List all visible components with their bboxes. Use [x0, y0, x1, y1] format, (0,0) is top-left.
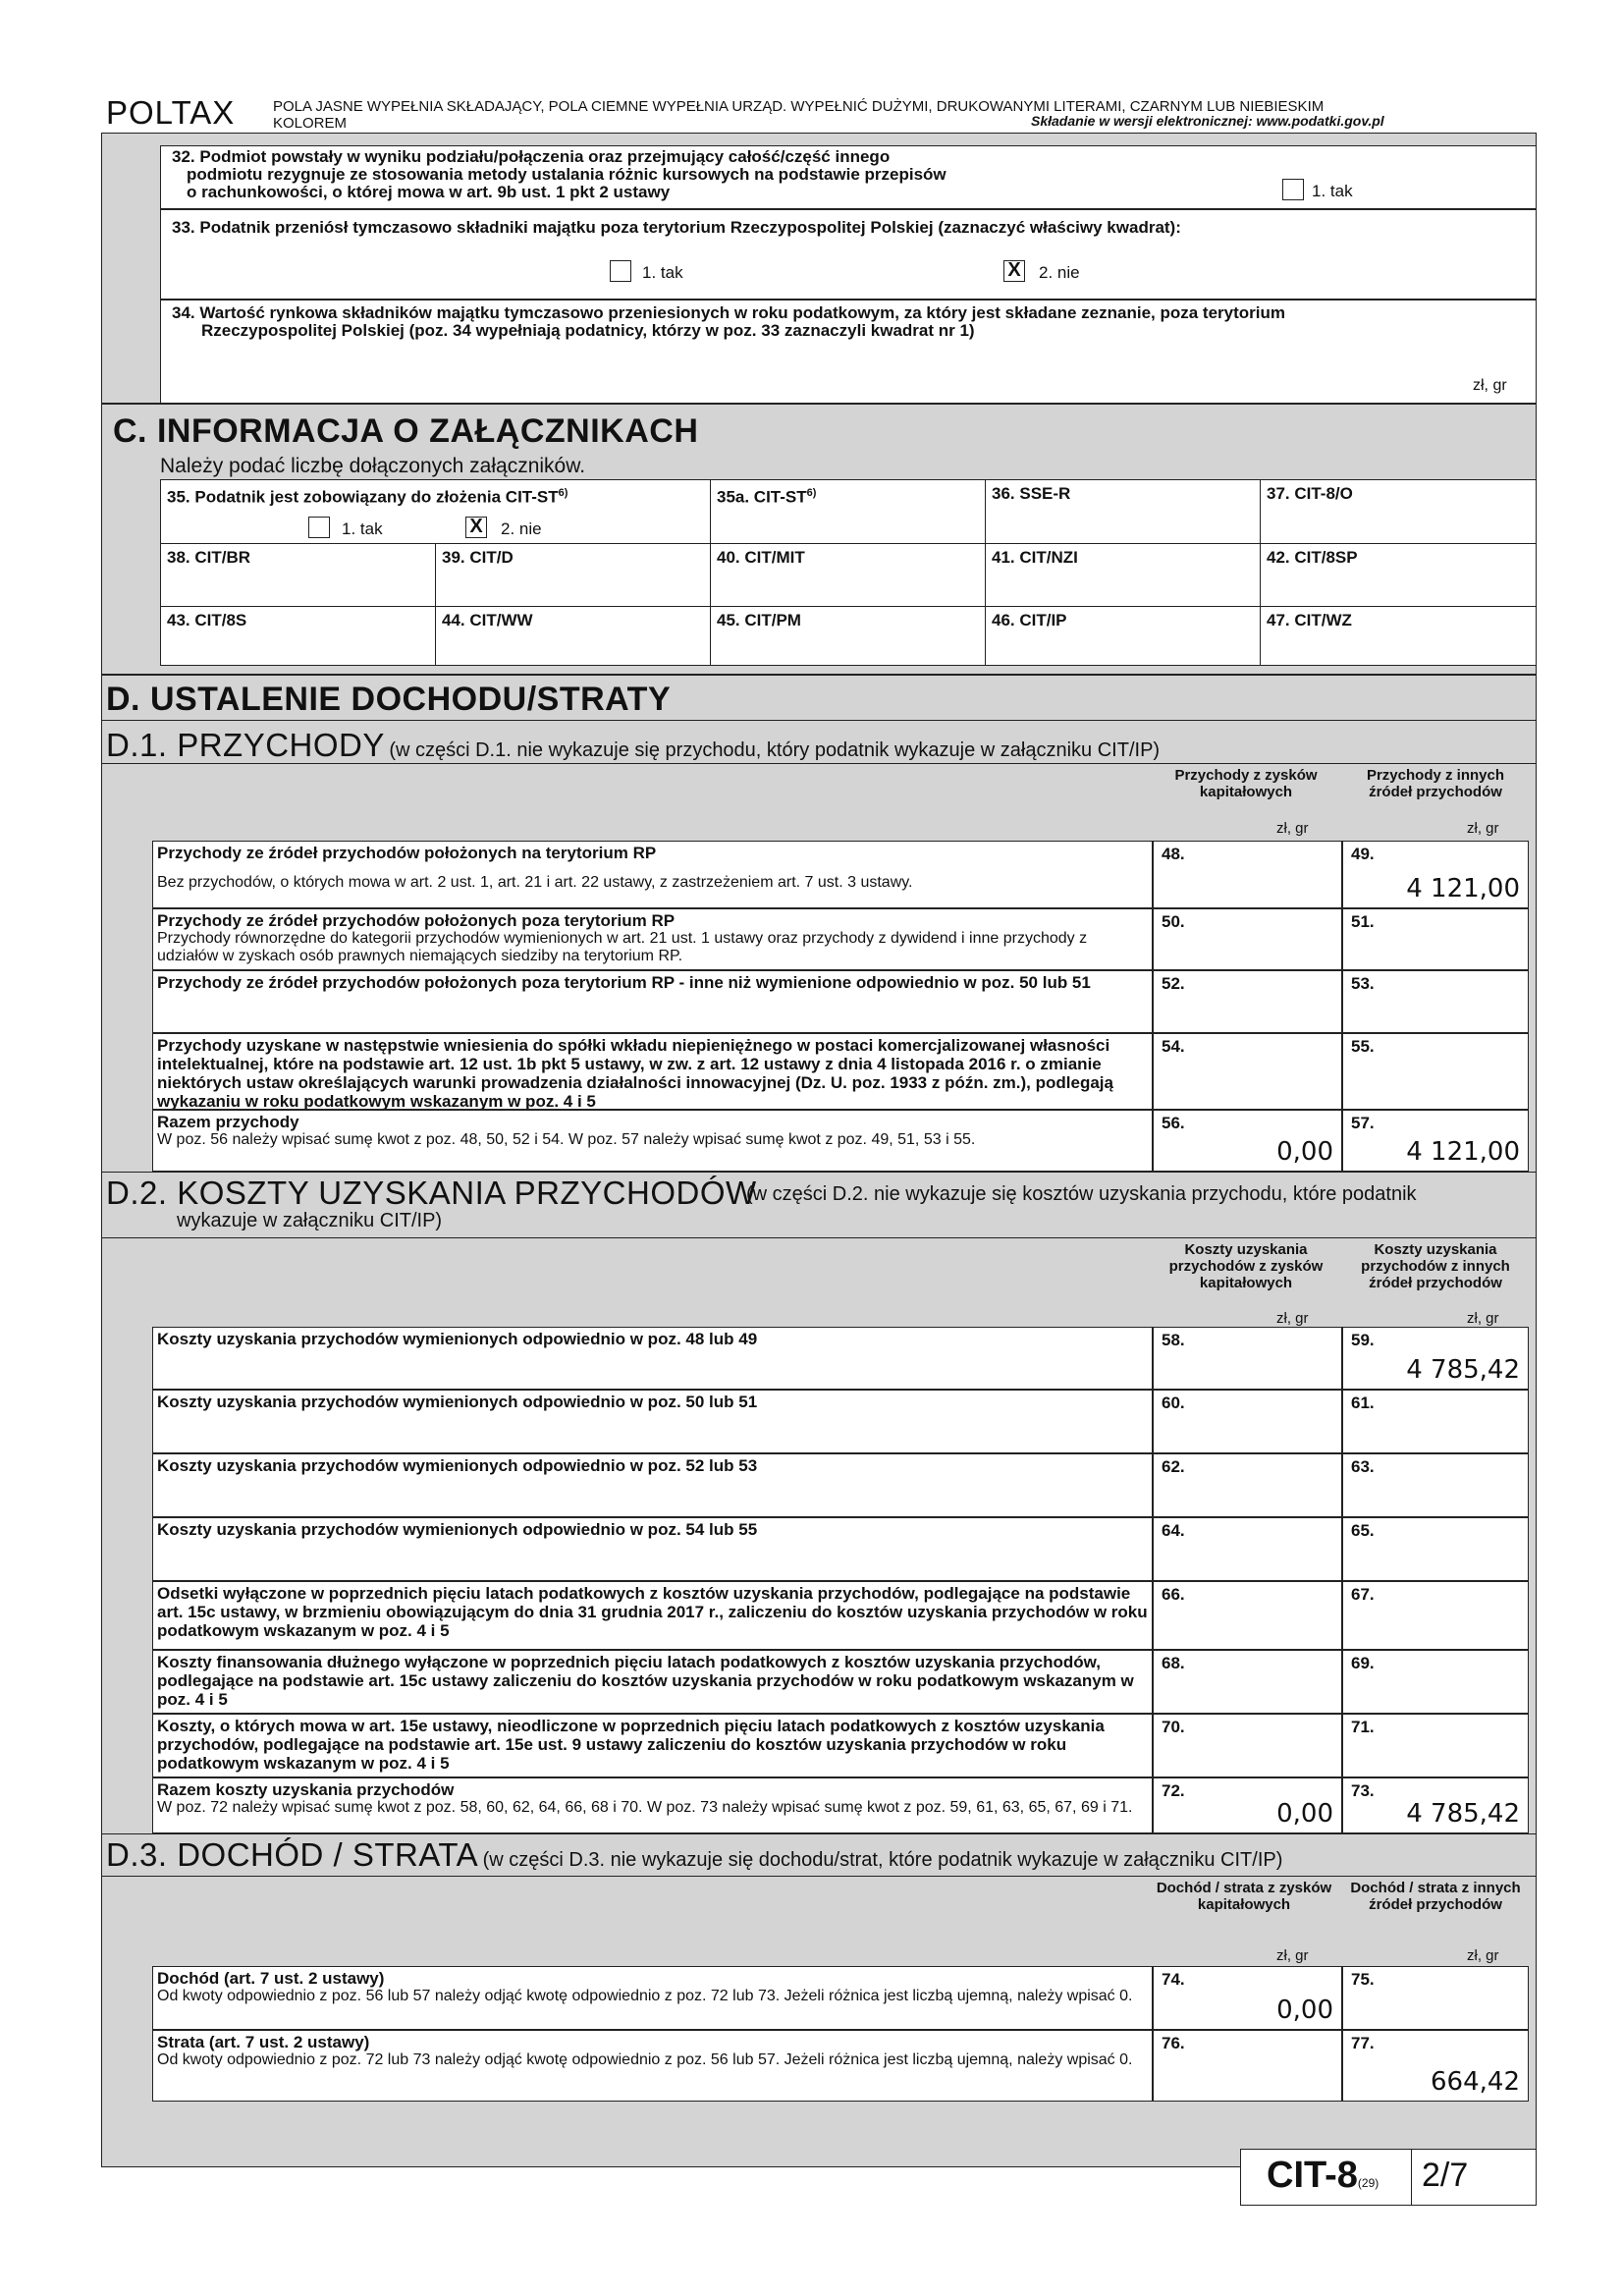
field-value: 0,00	[1276, 1799, 1333, 1829]
row-title: Przychody ze źródeł przychodów położonych poza terytorium RP	[157, 911, 676, 930]
field-75-input[interactable]	[1342, 1966, 1529, 2030]
d3-col2-header: Dochód / strata z innych źródeł przychodów	[1350, 1880, 1521, 1913]
header-instruction-2: KOLOREM	[273, 115, 348, 132]
field-59-input[interactable]	[1342, 1327, 1529, 1390]
row-title: Przychody ze źródeł przychodów położonych poza terytorium RP - inne niż wymienione odpowiednio w poz. 50 lub 51	[157, 973, 1091, 992]
d3-col2-unit: zł, gr	[1467, 1947, 1499, 1964]
form-code: CIT-8(29)	[1267, 2155, 1380, 2196]
field-number: 77.	[1351, 2034, 1375, 2052]
field-61-input[interactable]	[1342, 1390, 1529, 1453]
row-title: Koszty finansowania dłużnego wyłączone w poprzednich pięciu latach podatkowych z kosztów uzyskania przychodów, podlegające na podstawie art. 15c ustawy zaliczeniu do kosztów uzyskania przychodów w roku podatkowym wskazanym w poz. 4 i 5	[157, 1653, 1134, 1709]
row-label-cell	[152, 1650, 1153, 1714]
field-34-unit: zł, gr	[1473, 377, 1507, 394]
row-title: Koszty uzyskania przychodów wymienionych odpowiednio w poz. 48 lub 49	[157, 1330, 758, 1348]
d1-heading: D.1. PRZYCHODY (w części D.1. nie wykazuje się przychodu, który podatnik wykazuje w załączniku CIT/IP)	[106, 727, 1161, 763]
field-32-label: 32. Podmiot powstały w wyniku podziału/połączenia oraz przejmujący całość/część innego	[172, 147, 891, 166]
electronic-filing-note: Składanie w wersji elektronicznej: www.podatki.gov.pl	[1031, 113, 1384, 129]
row-title: Dochód (art. 7 ust. 2 ustawy)	[157, 1969, 385, 1988]
row-title: Strata (art. 7 ust. 2 ustawy)	[157, 2033, 370, 2051]
row-title: Koszty uzyskania przychodów wymienionych odpowiednio w poz. 52 lub 53	[157, 1456, 758, 1475]
field-35-label: 35. Podatnik jest zobowiązany do złożenia CIT-ST$^{6)}$	[167, 487, 568, 507]
field-55-input[interactable]	[1342, 1033, 1529, 1110]
field-54-input[interactable]	[1153, 1033, 1342, 1110]
row-instruction: Od kwoty odpowiednio z poz. 56 lub 57 należy odjąć kwotę odpowiednio z poz. 72 lub 73. Jeżeli różnica jest liczbą ujemną, należy wpisać 0.	[157, 1988, 1133, 2004]
field-45-label[interactable]: 45. CIT/PM	[717, 611, 801, 629]
field-33-checkbox-nie[interactable]: X	[1003, 260, 1025, 282]
field-66-input[interactable]	[1153, 1581, 1342, 1650]
field-76-input[interactable]	[1153, 2030, 1342, 2102]
field-32-label: o rachunkowości, o której mowa w art. 9b ust. 1 pkt 2 ustawy	[187, 183, 671, 201]
row-instruction: W poz. 56 należy wpisać sumę kwot z poz. 48, 50, 52 i 54. W poz. 57 należy wpisać sumę kwot z poz. 49, 51, 53 i 55.	[157, 1131, 976, 1148]
row-title: Koszty uzyskania przychodów wymienionych odpowiednio w poz. 54 lub 55	[157, 1520, 758, 1539]
row-label-cell	[152, 841, 1153, 908]
field-50-input[interactable]	[1153, 908, 1342, 970]
d1-col2-unit: zł, gr	[1467, 820, 1499, 837]
row-title: Odsetki wyłączone w poprzednich pięciu latach podatkowych z kosztów uzyskania przychodów, podlegające na podstawie art. 15c ustawy, w brzmieniu obowiązującym do dnia 31 grudnia 2017 r., zaliczeniu do kosztów uzyskania przychodów w roku podatkowym wskazanym w poz. 4 i 5	[157, 1584, 1148, 1640]
section-d-title: D. USTALENIE DOCHODU/STRATY	[106, 681, 672, 718]
field-number: 52.	[1162, 974, 1185, 993]
field-33-option-label: 2. nie	[1039, 263, 1080, 282]
field-57-input[interactable]	[1342, 1110, 1529, 1172]
row-title: Przychody uzyskane w następstwie wniesienia do spółki wkładu niepieniężnego w postaci komercjalizowanej własności intelektualnej, które na podstawie art. 12 ust. 1b pkt 5 ustawy, w zw. z art. 12 ustawy z dnia 4 listopada 2016 r. o zmianie niektórych ustaw określających warunki prowadzenia działalności innowacyjnej (Dz. U. poz. 1933 z późn. zm.), podlegają wykazaniu w roku podatkowym wskazanym w poz. 4 i 5	[157, 1036, 1113, 1110]
field-33-label: 33. Podatnik przeniósł tymczasowo składniki majątku poza terytorium Rzeczypospolitej Polskiej (zaznaczyć właściwy kwadrat):	[172, 218, 1181, 237]
row-label-cell	[152, 1033, 1153, 1110]
field-77-input[interactable]	[1342, 2030, 1529, 2102]
field-number: 70.	[1162, 1718, 1185, 1736]
field-number: 64.	[1162, 1521, 1185, 1540]
field-number: 51.	[1351, 912, 1375, 931]
field-49-input[interactable]	[1342, 841, 1529, 908]
row-title: Razem przychody	[157, 1113, 299, 1131]
field-35-option-label: 1. tak	[342, 519, 383, 538]
field-number: 50.	[1162, 912, 1185, 931]
section-c-subtitle: Należy podać liczbę dołączonych załączników.	[160, 455, 586, 477]
field-62-input[interactable]	[1153, 1453, 1342, 1517]
field-number: 53.	[1351, 974, 1375, 993]
page-number: 2/7	[1422, 2157, 1469, 2194]
field-number: 72.	[1162, 1781, 1185, 1800]
field-36-label[interactable]: 36. SSE-R	[992, 484, 1071, 503]
field-number: 76.	[1162, 2034, 1185, 2052]
row-label-cell	[152, 1581, 1153, 1650]
field-number: 74.	[1162, 1970, 1185, 1989]
field-68-input[interactable]	[1153, 1650, 1342, 1714]
field-69-input[interactable]	[1342, 1650, 1529, 1714]
field-number: 73.	[1351, 1781, 1375, 1800]
field-number: 75.	[1351, 1970, 1375, 1989]
field-64-input[interactable]	[1153, 1517, 1342, 1581]
d3-col1-header: Dochód / strata z zysków kapitałowych	[1156, 1880, 1332, 1913]
field-70-input[interactable]	[1153, 1714, 1342, 1777]
field-48-input[interactable]	[1153, 841, 1342, 908]
field-number: 60.	[1162, 1394, 1185, 1412]
field-number: 68.	[1162, 1654, 1185, 1672]
row-label-cell	[152, 1327, 1153, 1390]
row-label-cell	[152, 1517, 1153, 1581]
field-number: 54.	[1162, 1037, 1185, 1056]
field-32-label: podmiotu rezygnuje ze stosowania metody ustalania różnic kursowych na podstawie przepisów	[187, 165, 947, 184]
row-label-cell	[152, 1453, 1153, 1517]
field-number: 66.	[1162, 1585, 1185, 1604]
field-number: 61.	[1351, 1394, 1375, 1412]
field-number: 58.	[1162, 1331, 1185, 1349]
field-value: 4 121,00	[1406, 1137, 1520, 1167]
field-52-input[interactable]	[1153, 970, 1342, 1033]
field-60-input[interactable]	[1153, 1390, 1342, 1453]
d2-col1-unit: zł, gr	[1276, 1310, 1309, 1327]
d1-col2-header: Przychody z innych źródeł przychodów	[1366, 767, 1505, 800]
field-53-input[interactable]	[1342, 970, 1529, 1033]
field-67-input[interactable]	[1342, 1581, 1529, 1650]
field-72-input[interactable]	[1153, 1777, 1342, 1833]
field-73-input[interactable]	[1342, 1777, 1529, 1833]
field-number: 56.	[1162, 1114, 1185, 1132]
field-56-input[interactable]	[1153, 1110, 1342, 1172]
d2-note: (w części D.2. nie wykazuje się kosztów uzyskania przychodu, które podatnik	[746, 1183, 1417, 1205]
field-number: 62.	[1162, 1457, 1185, 1476]
field-33-checkbox-tak[interactable]	[610, 260, 631, 282]
field-value: 4 121,00	[1406, 874, 1520, 903]
field-43-label[interactable]: 43. CIT/8S	[167, 611, 247, 629]
d2-note: wykazuje w załączniku CIT/IP)	[177, 1210, 443, 1231]
field-number: 69.	[1351, 1654, 1375, 1672]
field-number: 67.	[1351, 1585, 1375, 1604]
row-label-cell	[152, 970, 1153, 1033]
row-title: Razem koszty uzyskania przychodów	[157, 1780, 455, 1799]
row-label-cell	[152, 908, 1153, 970]
field-63-input[interactable]	[1342, 1453, 1529, 1517]
field-number: 59.	[1351, 1331, 1375, 1349]
field-value: 0,00	[1276, 1137, 1333, 1167]
field-number: 71.	[1351, 1718, 1375, 1736]
field-number: 65.	[1351, 1521, 1375, 1540]
d2-title: D.2. KOSZTY UZYSKANIA PRZYCHODÓW	[106, 1175, 757, 1211]
field-number: 55.	[1351, 1037, 1375, 1056]
field-58-input[interactable]	[1153, 1327, 1342, 1390]
field-32-option-label: 1. tak	[1312, 182, 1353, 200]
row-instruction: W poz. 72 należy wpisać sumę kwot z poz. 58, 60, 62, 64, 66, 68 i 70. W poz. 73 należy wpisać sumę kwot z poz. 59, 61, 63, 65, 67, 69 i 71.	[157, 1799, 1133, 1816]
attachments-grid	[160, 479, 1537, 666]
field-value: 4 785,42	[1406, 1799, 1520, 1829]
field-value: 4 785,42	[1406, 1355, 1520, 1385]
field-51-input[interactable]	[1342, 908, 1529, 970]
row-instruction: Bez przychodów, o których mowa w art. 2 ust. 1, art. 21 i art. 22 ustawy, z zastrzeżeniem art. 7 ust. 3 ustawy.	[157, 874, 913, 891]
field-74-input[interactable]	[1153, 1966, 1342, 2030]
field-number: 49.	[1351, 845, 1375, 863]
field-42-label[interactable]: 42. CIT/8SP	[1267, 548, 1358, 567]
d2-col2-header: Koszty uzyskania przychodów z innych źródeł przychodów	[1361, 1241, 1510, 1291]
header-instruction: POLA JASNE WYPEŁNIA SKŁADAJĄCY, POLA CIEMNE WYPEŁNIA URZĄD. WYPEŁNIĆ DUŻYMI, DRUKOWANYMI LITERAMI, CZARNYM LUB NIEBIESKIM	[273, 98, 1325, 115]
d3-col1-unit: zł, gr	[1276, 1947, 1309, 1964]
field-value: 664,42	[1431, 2067, 1520, 2097]
d2-col1-header: Koszty uzyskania przychodów z zysków kapitałowych	[1168, 1241, 1324, 1291]
field-34-label: Rzeczypospolitej Polskiej (poz. 34 wypełniają podatnicy, którzy w poz. 33 zaznaczyli kwadrat nr 1)	[201, 321, 975, 340]
field-number: 48.	[1162, 845, 1185, 863]
field-32-checkbox-tak[interactable]	[1282, 179, 1304, 200]
field-value: 0,00	[1276, 1995, 1333, 2025]
d2-col2-unit: zł, gr	[1467, 1310, 1499, 1327]
field-41-label[interactable]: 41. CIT/NZI	[992, 548, 1078, 567]
row-instruction: Przychody równorzędne do kategorii przychodów wymienionych w art. 21 ust. 1 ustawy oraz przychody z dywidend i inne przychody z udziałów w zyskach osób prawnych niemających siedziby na terytorium RP.	[157, 930, 1088, 964]
field-35-option-label: 2. nie	[501, 519, 542, 538]
row-instruction: Od kwoty odpowiednio z poz. 72 lub 73 należy odjąć kwotę odpowiednio z poz. 56 lub 57. Jeżeli różnica jest liczbą ujemną, należy wpisać 0.	[157, 2051, 1133, 2068]
d1-col1-unit: zł, gr	[1276, 820, 1309, 837]
row-label-cell	[152, 1777, 1153, 1833]
field-39-label[interactable]: 39. CIT/D	[442, 548, 514, 567]
field-35a-label[interactable]: 35a. CIT-ST$^{6)}$	[717, 487, 817, 507]
field-40-label[interactable]: 40. CIT/MIT	[717, 548, 805, 567]
row-label-cell	[152, 1966, 1153, 2030]
field-37-label[interactable]: 37. CIT-8/O	[1267, 484, 1353, 503]
row-title: Koszty uzyskania przychodów wymienionych odpowiednio w poz. 50 lub 51	[157, 1393, 758, 1411]
field-33-option-label: 1. tak	[642, 263, 683, 282]
brand-logo: POLTAX	[106, 94, 236, 131]
field-46-label[interactable]: 46. CIT/IP	[992, 611, 1067, 629]
row-label-cell	[152, 1390, 1153, 1453]
d3-heading: D.3. DOCHÓD / STRATA (w części D.3. nie wykazuje się dochodu/strat, które podatnik wykazuje w załączniku CIT/IP)	[106, 1836, 1283, 1873]
row-label-cell	[152, 2030, 1153, 2102]
field-number: 63.	[1351, 1457, 1375, 1476]
field-35-checkbox-tak[interactable]	[308, 517, 330, 538]
field-65-input[interactable]	[1342, 1517, 1529, 1581]
field-34-label: 34. Wartość rynkowa składników majątku tymczasowo przeniesionych w roku podatkowym, za który jest składane zeznanie, poza terytorium	[172, 303, 1285, 322]
field-71-input[interactable]	[1342, 1714, 1529, 1777]
row-title: Koszty, o których mowa w art. 15e ustawy, nieodliczone w poprzednich pięciu latach podatkowych z kosztów uzyskania przychodów, podlegające na podstawie art. 15e ust. 9 ustawy zaliczeniu do kosztów uzyskania przychodów w roku podatkowym wskazanym w poz. 4 i 5	[157, 1717, 1105, 1773]
field-47-label[interactable]: 47. CIT/WZ	[1267, 611, 1352, 629]
row-label-cell	[152, 1110, 1153, 1172]
section-c-title: C. INFORMACJA O ZAŁĄCZNIKACH	[113, 412, 699, 450]
row-title: Przychody ze źródeł przychodów położonych na terytorium RP	[157, 844, 657, 862]
field-35-checkbox-nie[interactable]: X	[465, 517, 487, 538]
field-38-label[interactable]: 38. CIT/BR	[167, 548, 251, 567]
field-44-label[interactable]: 44. CIT/WW	[442, 611, 533, 629]
field-number: 57.	[1351, 1114, 1375, 1132]
d1-col1-header: Przychody z zysków kapitałowych	[1174, 767, 1318, 800]
row-label-cell	[152, 1714, 1153, 1777]
